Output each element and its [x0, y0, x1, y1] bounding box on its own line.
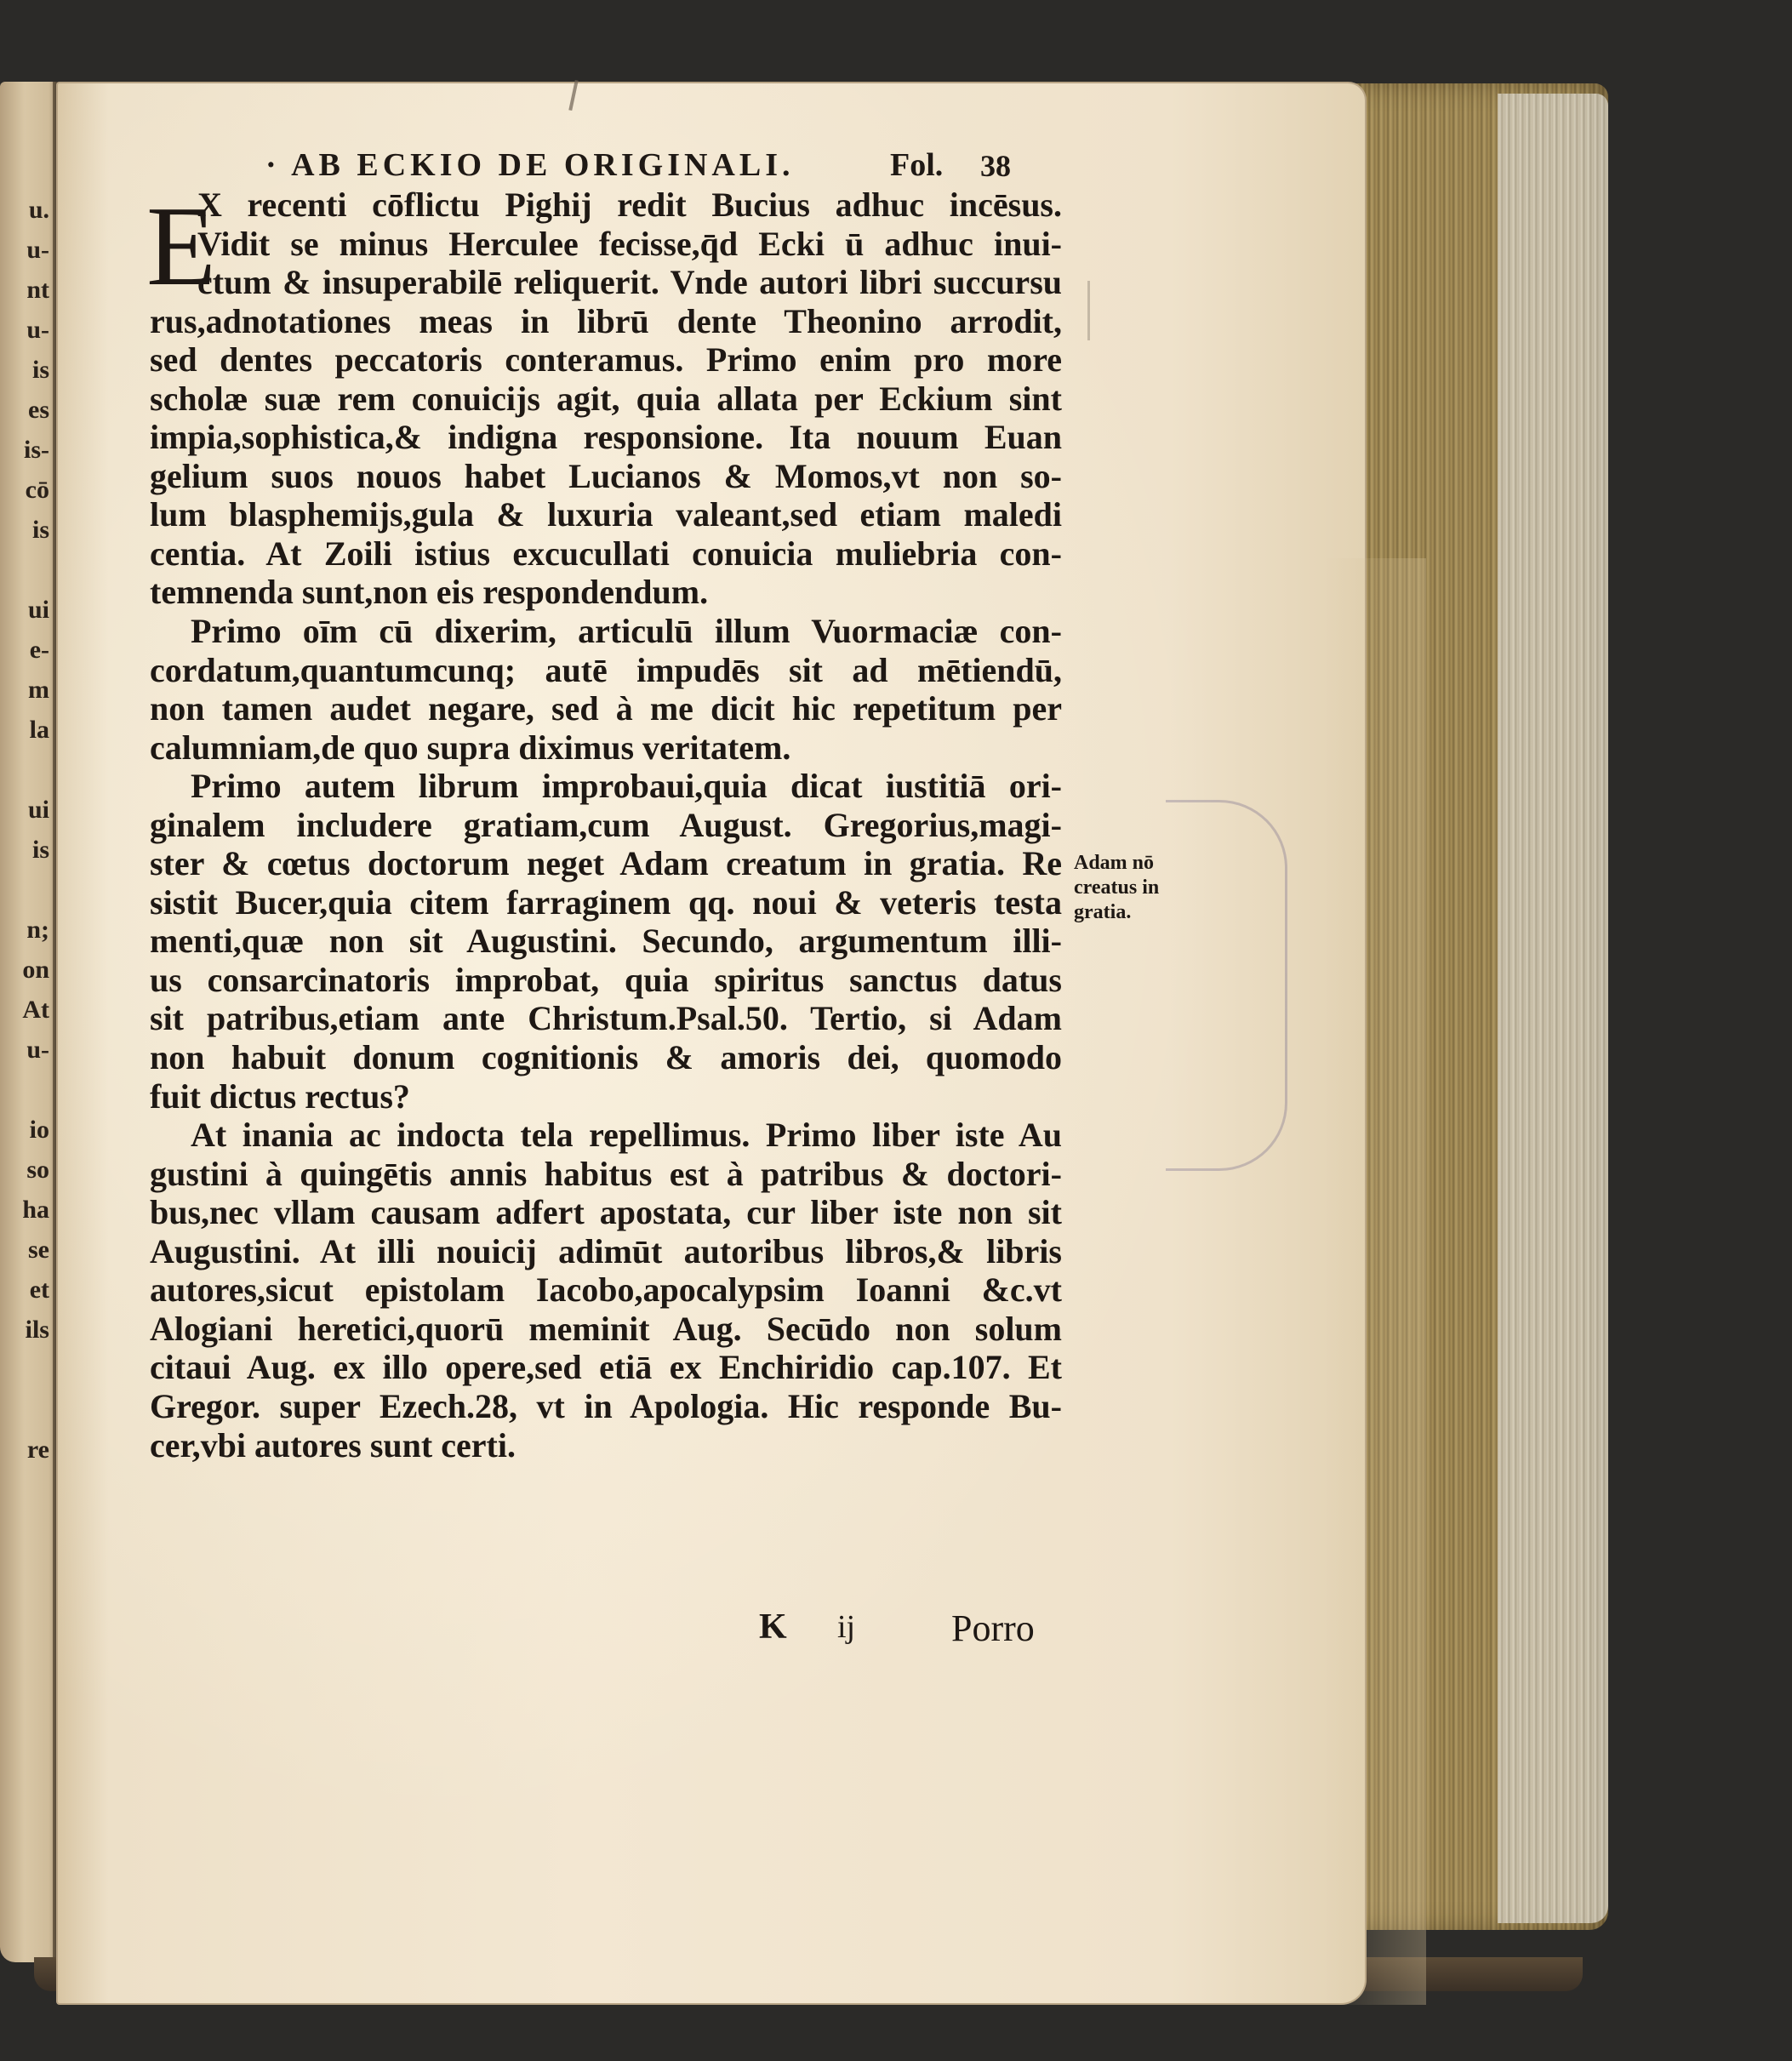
previous-page-fragment — [2, 1076, 49, 1116]
previous-page-fragment: n; — [26, 916, 49, 944]
previous-page-fragment: is — [31, 516, 49, 544]
previous-page-fragment: cō — [25, 476, 49, 504]
text-line: fuit dictus rectus? — [150, 1076, 410, 1116]
previous-page-fragment: on — [22, 956, 49, 984]
previous-page-fragment: es — [28, 396, 49, 424]
previous-page-fragment: et — [29, 1276, 49, 1304]
previous-page-fragment: la — [29, 716, 49, 744]
text-line: ster & cœtus doctorum neget Adam creatum in gratia. Re — [150, 844, 1062, 883]
previous-page-fragment: u- — [26, 236, 49, 264]
folio-label: Fol. — [890, 147, 944, 183]
text-line: citaui Aug. ex illo opere,sed etiā ex Enchiridio cap.107. Et — [150, 1348, 1062, 1387]
text-line: us consarcinatoris improbat, quia spiritus sanctus datus — [150, 960, 1062, 999]
text-line: cer,vbi autores sunt certi. — [150, 1425, 516, 1464]
marginal-note-line: Adam nō — [1074, 852, 1155, 874]
signature-number: ij — [837, 1609, 856, 1645]
previous-page-fragment: se — [28, 1236, 49, 1264]
catchword: Porro — [951, 1607, 1035, 1649]
running-head: · AB ECKIO DE ORIGINALI. — [265, 147, 795, 183]
marginal-note-line: creatus in — [1074, 876, 1160, 899]
text-line: calumniam,de quo supra diximus veritatem. — [150, 728, 791, 767]
previous-page-fragment: io — [29, 1116, 49, 1144]
text-line: Gregor. super Ezech.28, vt in Apologia. Hic responde Bu- — [150, 1386, 1062, 1425]
text-line: X recenti cōflictu Pighij redit Bucius adhuc incēsus. — [197, 186, 1062, 224]
previous-page-fragment — [2, 1356, 49, 1396]
text-line: Primo oīm cū dixerim, articulū illum Vuormaciæ con- — [191, 612, 1062, 651]
text-line: rus,adnotationes meas in librū dente Theonino arrodit, — [150, 301, 1062, 340]
folio-number: 38 — [980, 149, 1011, 183]
previous-page-fragment: ui — [27, 596, 49, 624]
text-line: cordatum,quantumcunq; autē impudēs sit ad mētiendū, — [150, 650, 1062, 689]
previous-page-fragment — [2, 556, 49, 596]
previous-page-fragment: is- — [24, 436, 49, 464]
text-line: Alogiani heretici,quorū meminit Aug. Secūdo non solum — [150, 1309, 1062, 1348]
previous-page-fragment: ha — [22, 1196, 49, 1224]
text-line: menti,quæ non sit Augustini. Secundo, argumentum illi- — [150, 922, 1062, 961]
previous-page-fragment: so — [26, 1156, 49, 1184]
text-line: centia. At Zoili istius excucullati conuicia muliebria con- — [150, 534, 1062, 573]
body-text — [150, 186, 1062, 1464]
text-line: ctum & insuperabilē reliquerit. Vnde autori libri succursu — [197, 263, 1062, 302]
previous-page-fragment — [2, 1396, 49, 1436]
text-line: impia,sophistica,& indigna responsione. Ita nouum Euan — [150, 418, 1062, 457]
text-line: gelium suos nouos habet Lucianos & Momos,vt non so- — [150, 456, 1062, 495]
previous-page-fragment: is — [31, 356, 49, 384]
marginal-note — [1074, 851, 1210, 925]
text-line: sed dentes peccatoris conteramus. Primo enim pro more — [150, 340, 1062, 380]
previous-page-fragment — [2, 756, 49, 796]
previous-page-fragment: ui — [27, 796, 49, 824]
text-line: lum blasphemijs,gula & luxuria valeant,sed etiam maledi — [150, 495, 1062, 534]
previous-page-text-fragments — [2, 196, 49, 1476]
previous-page-fragment: ils — [25, 1316, 49, 1344]
drop-cap: E — [146, 183, 216, 309]
page-block-edge-light — [1498, 94, 1608, 1923]
text-line: ginalem includere gratiam,cum August. Gregorius,magi- — [150, 805, 1062, 844]
previous-page-fragment: At — [22, 996, 49, 1024]
text-line: non habuit donum cognitionis & amoris dei, quomodo — [150, 1038, 1062, 1077]
pencil-mark — [1087, 281, 1090, 340]
text-line: temnenda sunt,non eis respondendum. — [150, 573, 709, 612]
previous-page-fragment: u. — [28, 196, 49, 224]
text-line: sit patribus,etiam ante Christum.Psal.50. Tertio, si Adam — [150, 999, 1062, 1038]
text-line: Augustini. At illi nouicij adimūt autoribus libros,& libris — [150, 1231, 1062, 1270]
previous-page-fragment: u- — [26, 1036, 49, 1064]
previous-page-fragment: nt — [26, 276, 49, 304]
previous-page-fragment — [2, 876, 49, 916]
previous-page-fragment: is — [31, 836, 49, 864]
text-line: scholæ suæ rem conuicijs agit, quia allata per Eckium sint — [150, 379, 1062, 418]
previous-page-fragment: e- — [29, 636, 49, 664]
previous-page-fragment: m — [28, 676, 49, 704]
text-line: sistit Bucer,quia citem farraginem qq. noui & veteris testa — [150, 882, 1062, 922]
signature-mark: K — [759, 1607, 787, 1647]
text-line: Primo autem librum improbaui,quia dicat iustitiā ori- — [191, 767, 1062, 806]
text-line: gustini à quingētis annis habitus est à patribus & doctori- — [150, 1154, 1062, 1193]
text-line: bus,nec vllam causam adfert apostata, cur liber iste non sit — [150, 1193, 1062, 1232]
text-line: autores,sicut epistolam Iacobo,apocalypsim Ioanni &c.vt — [150, 1270, 1062, 1310]
text-line: At inania ac indocta tela repellimus. Primo liber iste Au — [191, 1116, 1062, 1155]
previous-page-fragment: re — [26, 1436, 49, 1464]
previous-page-fragment: u- — [26, 316, 49, 344]
marginal-note-line: gratia. — [1074, 901, 1132, 923]
text-line: Vidit se minus Herculee fecisse,q̄d Ecki ū adhuc inui- — [197, 224, 1062, 263]
text-line: non tamen audet negare, sed à me dicit hic repetitum per — [150, 689, 1062, 728]
